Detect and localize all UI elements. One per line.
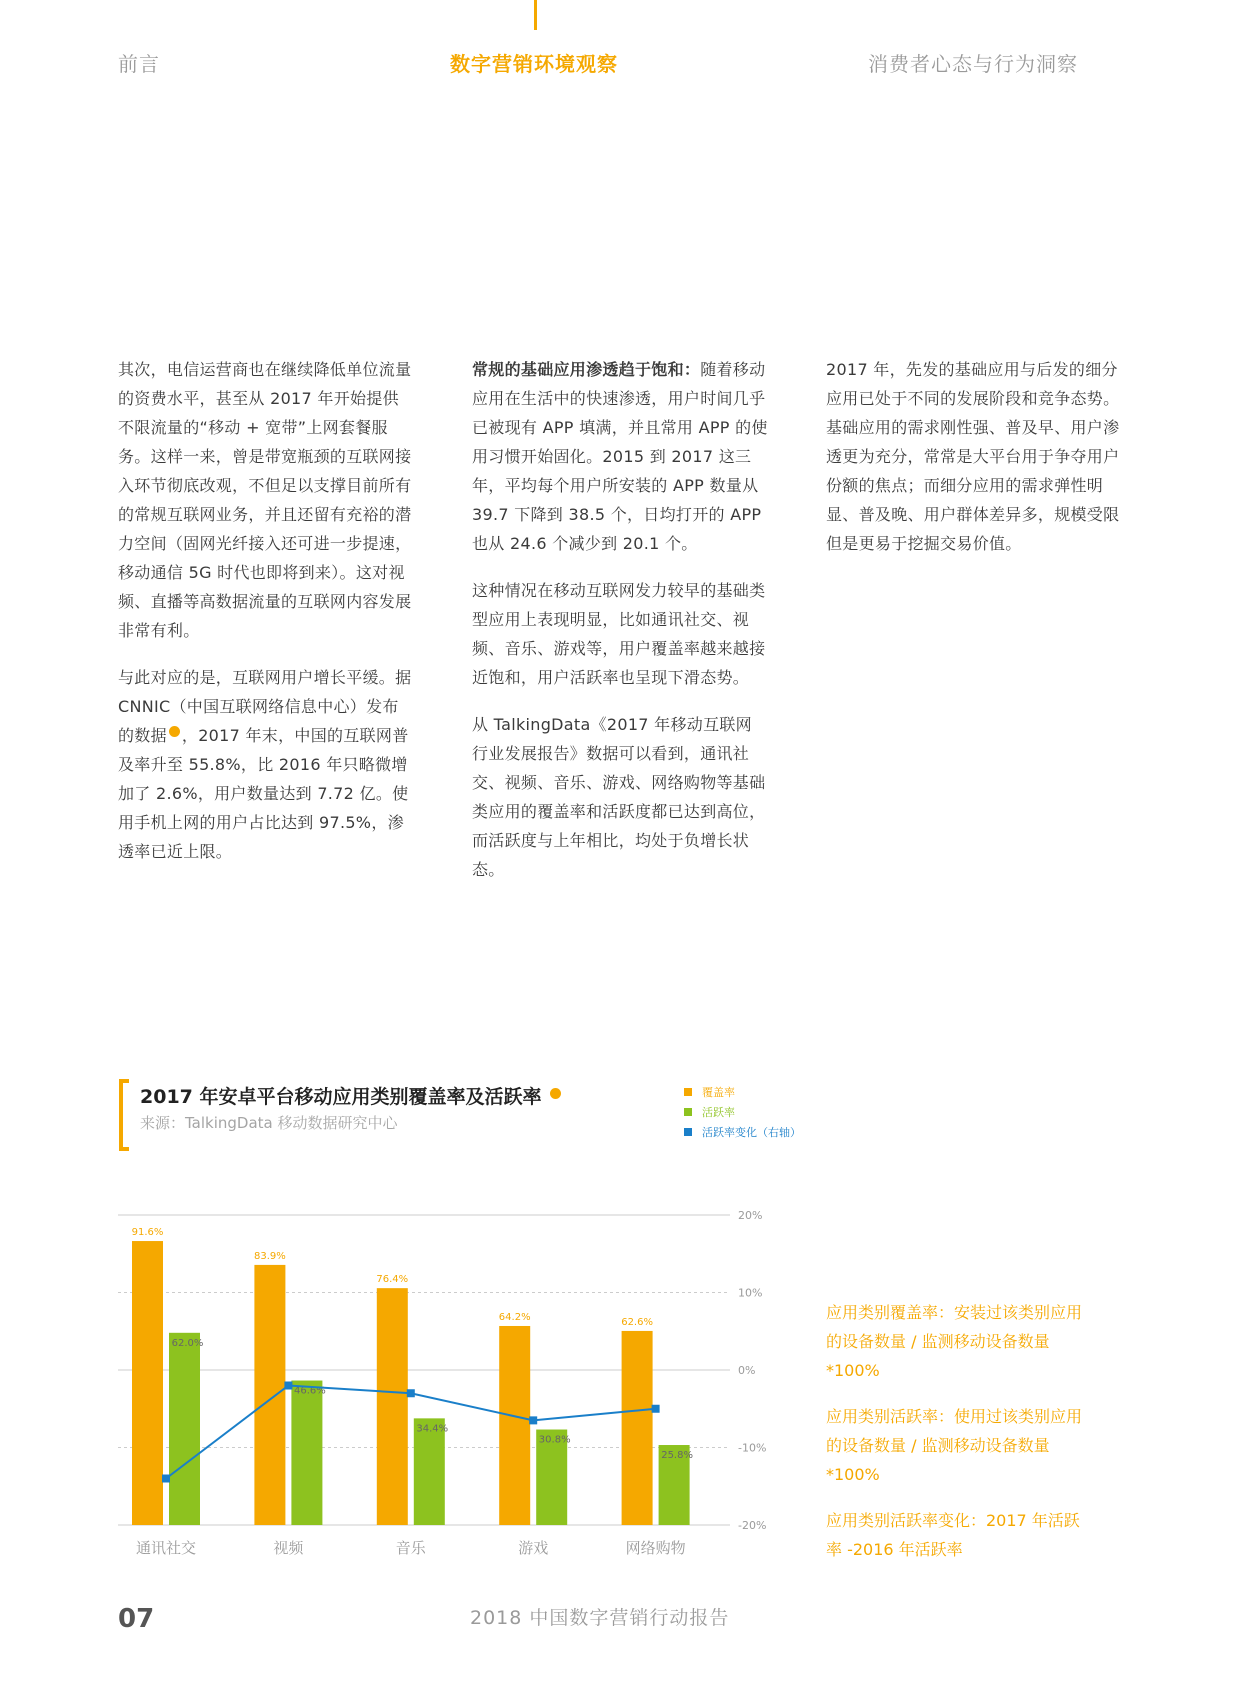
data-label: 25.8%: [661, 1450, 693, 1462]
data-label: 62.6%: [621, 1316, 653, 1328]
right-axis-tick-label: 10%: [738, 1286, 763, 1300]
x-tick-label: 音乐: [395, 1539, 426, 1557]
paragraph: 从 TalkingData《2017 年移动互联网行业发展报告》数据可以看到，通讯社交、视频、音乐、游戏、网络购物等基础类应用的覆盖率和活跃度都已达到高位，而活跃度与上年相比，均处于负增长状态。: [472, 715, 766, 879]
line-point: [284, 1382, 292, 1390]
page-number: 07: [118, 1604, 155, 1634]
paragraph: 其次，电信运营商也在继续降低单位流量的资费水平，甚至从 2017 年开始提供不限流量的“移动 + 宽带”上网套餐服务。这样一来，曾是带宽瓶颈的互联网接入环节彻底改观，不但足以支撑目前所有的常规互联网业务，并且还留有充裕的潜力空间（固网光纤接入还可进一步提速，移动通信 5G 时代也即将到来）。这对视频、直播等高数据流量的互联网内容发展非常有利。: [118, 360, 412, 640]
nav-item-preface[interactable]: 前言: [118, 52, 160, 76]
paragraph: [472, 355, 768, 558]
paragraph-part: 与此对应的是，互联网用户增长平缓。据 CNNIC（中国互联网络信息中心）发布的数据: [118, 668, 412, 745]
paragraph-part: ，2017 年末，中国的互联网普及率升至 55.8%，比 2016 年只略微增加了 2.6%，用户数量达到 7.72 亿。使用手机上网的用户占比达到 97.5%，渗透率已近上限。: [118, 726, 409, 861]
nav-item-consumer-insight[interactable]: 消费者心态与行为洞察: [868, 52, 1078, 76]
text-column-3: [826, 355, 1122, 576]
legend-label: 活跃率变化（右轴）: [702, 1126, 801, 1139]
right-axis-tick-label: 20%: [738, 1209, 763, 1222]
line-point: [529, 1416, 537, 1424]
data-label: 76.4%: [376, 1274, 409, 1286]
legend-item: [684, 1102, 801, 1122]
legend-item: [684, 1122, 801, 1142]
change-series-line: [166, 1386, 656, 1479]
chart-title: [140, 1082, 563, 1109]
x-tick-label: 通讯社交: [135, 1539, 197, 1557]
data-label: 34.4%: [416, 1423, 449, 1435]
x-tick-label: 视频: [273, 1539, 304, 1557]
note: 应用类别活跃率：使用过该类别应用的设备数量 / 监测移动设备数量 *100%: [826, 1407, 1083, 1484]
bar: [132, 1241, 163, 1525]
line-point: [162, 1475, 170, 1483]
legend-swatch-activity: [684, 1108, 692, 1116]
chart-title-text: 2017 年安卓平台移动应用类别覆盖率及活跃率: [140, 1086, 542, 1108]
note: 应用类别活跃率变化：2017 年活跃率 -2016 年活跃率: [826, 1511, 1080, 1559]
line-point: [407, 1389, 415, 1397]
title-bracket: [119, 1079, 129, 1151]
definitions-notes: [826, 1298, 1086, 1581]
footnote-marker-icon: [169, 726, 180, 737]
chart-source: 来源：TalkingData 移动数据研究中心: [140, 1114, 398, 1132]
x-tick-label: 网络购物: [625, 1539, 686, 1557]
legend-label: 活跃率: [702, 1106, 735, 1119]
right-axis-tick-label: -20%: [738, 1519, 767, 1532]
data-label: 30.8%: [538, 1434, 571, 1446]
line-point: [652, 1405, 660, 1413]
text-column-2: [472, 355, 768, 902]
bar: [291, 1381, 322, 1525]
footer-title: 2018 中国数字营销行动报告: [470, 1607, 730, 1629]
data-label: 64.2%: [498, 1311, 531, 1323]
paragraph: [118, 663, 414, 866]
bar: [622, 1331, 653, 1525]
paragraph-lead: 常规的基础应用渗透趋于饱和：: [472, 360, 701, 379]
paragraph: 这种情况在移动互联网发力较早的基础类型应用上表现明显，比如通讯社交、视频、音乐、游戏等，用户覆盖率越来越接近饱和，用户活跃率也呈现下滑态势。: [472, 581, 766, 687]
legend-swatch-change: [684, 1128, 692, 1136]
nav-item-digital-marketing[interactable]: 数字营销环境观察: [450, 52, 618, 76]
paragraph: 2017 年，先发的基础应用与后发的细分应用已处于不同的发展阶段和竞争态势。基础应用的需求刚性强、普及早、用户渗透更为充分，常常是大平台用于争夺用户份额的焦点；而细分应用的需求弹性明显、普及晚、用户群体差异多，规模受限但是更易于挖掘交易价值。: [826, 360, 1120, 553]
footnote-marker-icon: [550, 1088, 561, 1099]
bar: [169, 1333, 200, 1525]
chart-legend: [684, 1082, 801, 1142]
right-axis-tick-label: -10%: [738, 1441, 767, 1455]
bar: [499, 1326, 530, 1525]
bar: [377, 1288, 408, 1525]
x-tick-label: 游戏: [518, 1539, 549, 1557]
right-axis-tick-label: 0%: [738, 1364, 756, 1377]
legend-label: 覆盖率: [702, 1086, 735, 1099]
text-column-1: [118, 355, 414, 884]
data-label: 62.0%: [171, 1337, 204, 1349]
data-label: 46.6%: [294, 1385, 326, 1397]
data-label: 91.6%: [131, 1227, 164, 1239]
data-label: 83.9%: [254, 1250, 286, 1262]
legend-item: [684, 1082, 801, 1102]
legend-swatch-coverage: [684, 1088, 692, 1096]
bar-line-chart: [110, 1195, 790, 1585]
paragraph-part: 随着移动应用在生活中的快速渗透，用户时间几乎已被现有 APP 填满，并且常用 APP 的使用习惯开始固化。2015 到 2017 这三年，平均每个用户所安装的 APP 数量从 39.7 下降到 38.5 个，日均打开的 APP 也从 24.6 个减少到 20.1 个。: [472, 360, 768, 553]
bar: [254, 1265, 285, 1525]
active-section-marker: [534, 0, 537, 30]
note: 应用类别覆盖率：安装过该类别应用的设备数量 / 监测移动设备数量 *100%: [826, 1303, 1083, 1380]
